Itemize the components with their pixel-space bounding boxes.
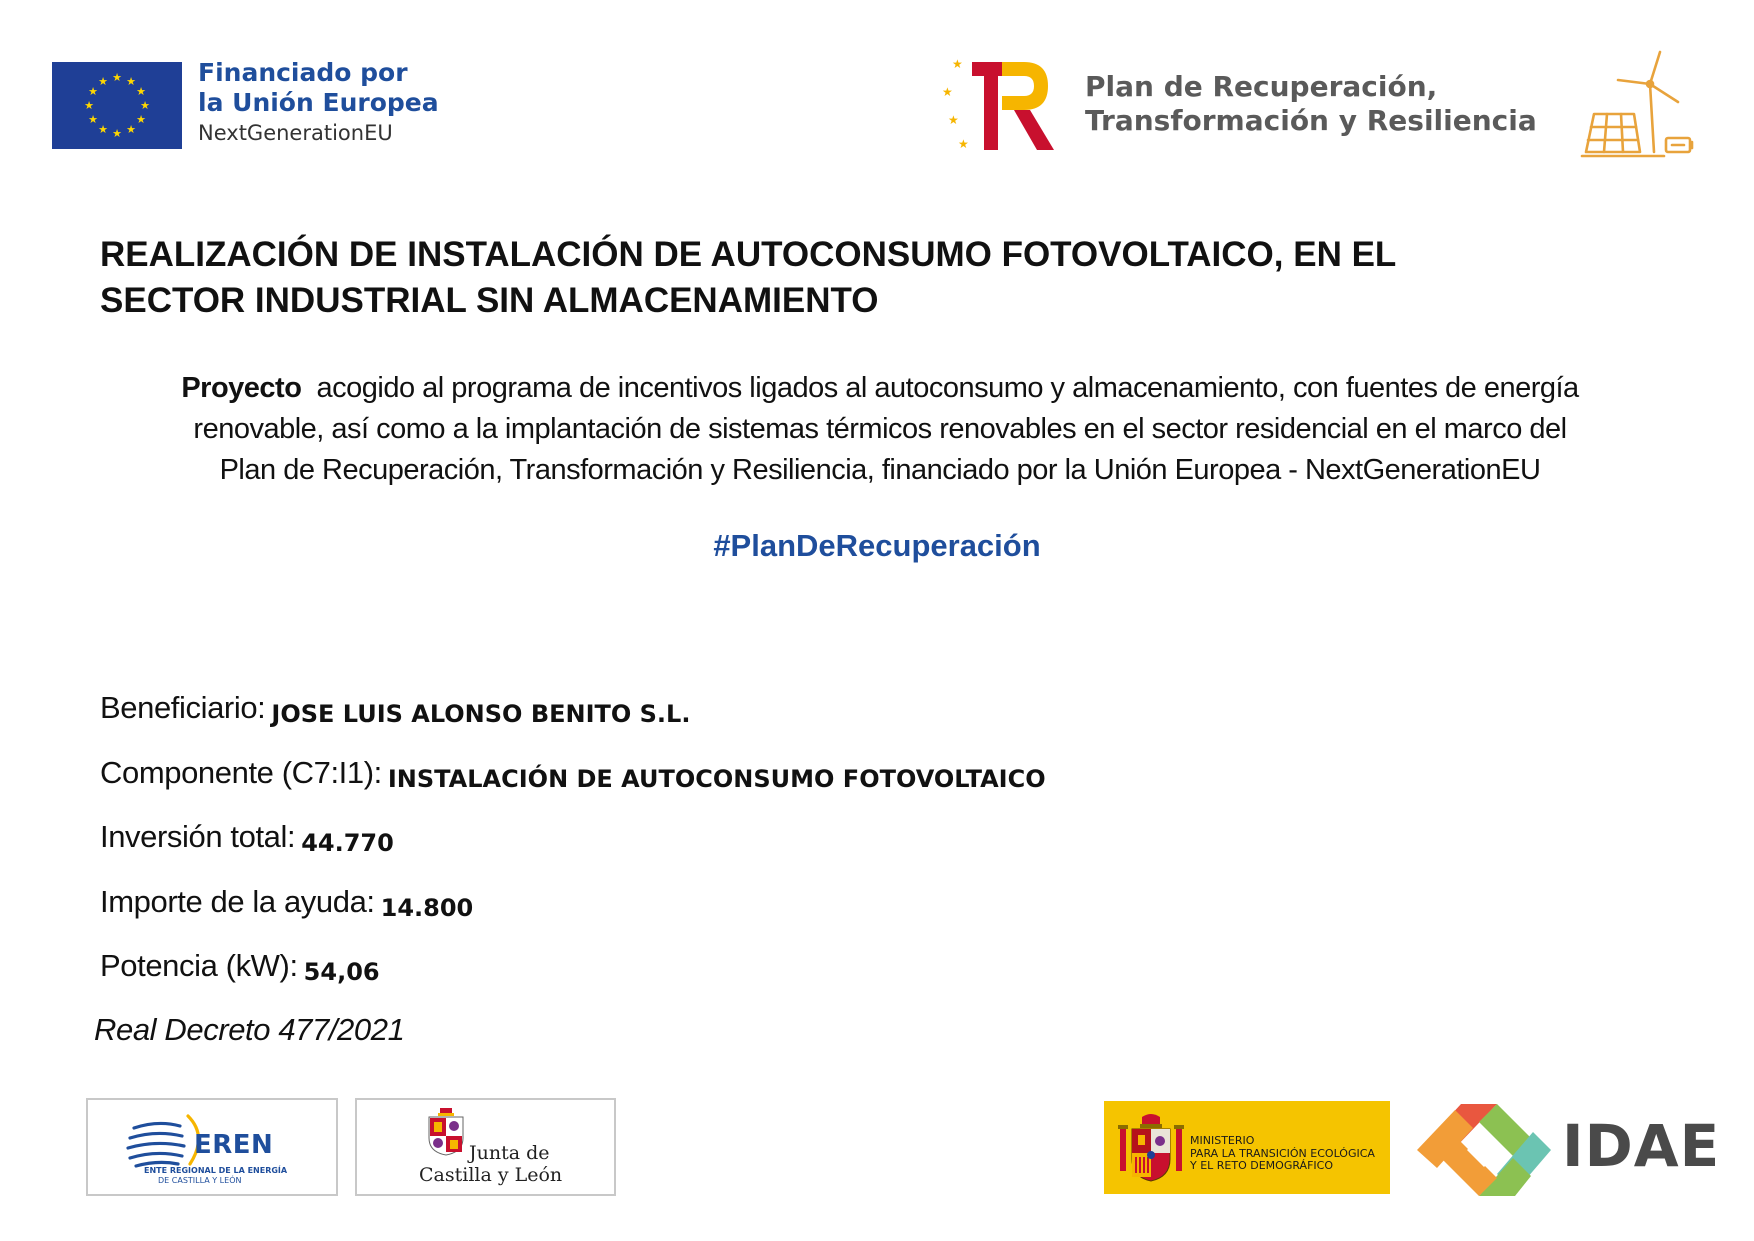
idae-knot-icon	[1415, 1100, 1553, 1200]
description-line2: renovable, así como a la implantación de sistemas térmicos renovables en el sector residencial en el marco del	[193, 413, 1567, 445]
jcyl-text-line1: Junta de	[469, 1142, 550, 1164]
idae-logo	[1415, 1100, 1721, 1200]
eu-text-line1: Financiado por	[198, 58, 408, 87]
main-title	[100, 232, 1660, 324]
eu-text-line3: NextGenerationEU	[198, 121, 393, 145]
svg-text:★: ★	[126, 75, 136, 88]
svg-text:★: ★	[98, 123, 108, 136]
description-line1-rest: acogido al programa de incentivos ligados al autoconsumo y almacenamiento, con fuentes de energía	[301, 372, 1579, 404]
ministry-text-line2: PARA LA TRANSICIÓN ECOLÓGICA	[1190, 1146, 1375, 1160]
investment-row	[100, 819, 1046, 884]
svg-text:★: ★	[112, 127, 122, 140]
jcyl-text-line2: Castilla y León	[419, 1164, 563, 1186]
ministry-text-line1: MINISTERIO	[1190, 1134, 1255, 1147]
svg-text:★: ★	[112, 71, 122, 84]
project-description	[90, 368, 1670, 491]
wind-solar-battery-icon	[1580, 48, 1695, 163]
description-line1	[90, 368, 1670, 409]
svg-text:★: ★	[136, 113, 146, 126]
eren-logo	[86, 1098, 338, 1196]
svg-text:★: ★	[88, 113, 98, 126]
prtr-text-line2: Transformación y Resiliencia	[1085, 104, 1537, 137]
title-line2: SECTOR INDUSTRIAL SIN ALMACENAMIENTO	[100, 281, 879, 320]
power-label: Potencia (kW):	[100, 948, 298, 983]
svg-text:★: ★	[126, 123, 136, 136]
idae-name: IDAE	[1562, 1112, 1721, 1180]
ministry-logo	[1104, 1101, 1390, 1194]
aid-label: Importe de la ayuda:	[100, 883, 375, 919]
title-line1: REALIZACIÓN DE INSTALACIÓN DE AUTOCONSUMO FOTOVOLTAICO, EN EL	[100, 235, 1397, 274]
ministry-text-line3: Y EL RETO DEMOGRÁFICO	[1190, 1159, 1333, 1172]
svg-text:★: ★	[948, 113, 959, 127]
eren-name: EREN	[194, 1130, 274, 1160]
svg-text:★: ★	[140, 99, 150, 112]
beneficiary-value: JOSE LUIS ALONSO BENITO S.L.	[271, 700, 691, 728]
prtr-logo	[940, 54, 1537, 154]
hashtag: #PlanDeRecuperación	[713, 528, 1041, 563]
castilla-leon-shield-icon	[427, 1108, 465, 1156]
eren-subtitle2: DE CASTILLA Y LEÓN	[158, 1176, 242, 1185]
svg-text:★: ★	[98, 75, 108, 88]
aid-value: 14.800	[380, 893, 474, 922]
prtr-mark-icon	[940, 54, 1055, 154]
component-row	[100, 755, 1046, 820]
power-row	[100, 948, 1046, 1013]
eu-text-line2: la Unión Europea	[198, 87, 439, 117]
component-value: INSTALACIÓN DE AUTOCONSUMO FOTOVOLTAICO	[387, 764, 1046, 793]
eren-subtitle1: ENTE REGIONAL DE LA ENERGÍA	[144, 1166, 288, 1175]
aid-row	[100, 884, 1046, 949]
eu-flag-icon	[52, 62, 182, 149]
svg-text:★: ★	[952, 57, 963, 71]
description-line3: Plan de Recuperación, Transformación y Resiliencia, financiado por la Unión Europea - NextGenerationEU	[219, 454, 1541, 486]
power-value: 54,06	[303, 958, 380, 986]
investment-value: 44.770	[301, 829, 394, 857]
project-details	[100, 690, 1046, 1013]
spain-coat-of-arms-icon	[1118, 1113, 1184, 1183]
svg-text:★: ★	[84, 99, 94, 112]
eu-funding-logo	[52, 58, 439, 149]
svg-text:★: ★	[88, 85, 98, 98]
component-label: Componente (C7:I1):	[100, 754, 382, 790]
investment-label: Inversión total:	[100, 819, 296, 854]
svg-text:★: ★	[136, 85, 146, 98]
svg-text:★: ★	[958, 137, 969, 151]
junta-castilla-leon-logo	[355, 1098, 616, 1196]
beneficiary-row	[100, 690, 1046, 755]
svg-text:★: ★	[942, 85, 953, 99]
description-lead: Proyecto	[181, 372, 302, 404]
prtr-text-line1: Plan de Recuperación,	[1085, 69, 1438, 103]
beneficiary-label: Beneficiario:	[100, 690, 266, 725]
decree-reference: Real Decreto 477/2021	[94, 1012, 405, 1047]
